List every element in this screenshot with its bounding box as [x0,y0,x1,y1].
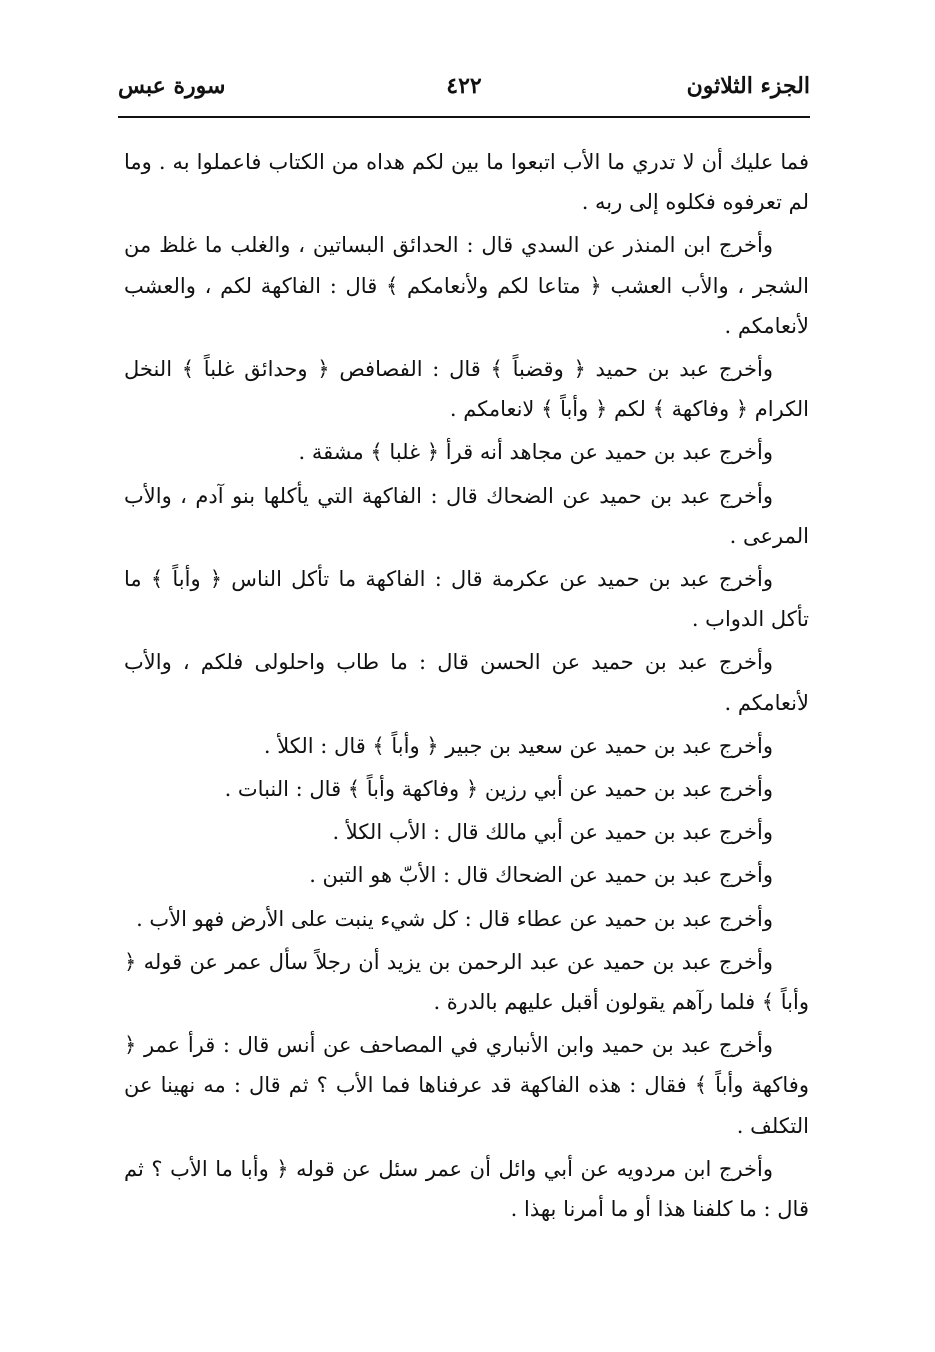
part-title: الجزء الثلاثون [686,73,810,99]
paragraph: وأخرج عبد بن حميد عن عبد الرحمن بن يزيد أن رجلاً سأل عمر عن قوله ﴿ وأباً ﴾ فلما رآهم يقولون أقبل عليهم بالدرة . [124,949,809,1015]
page-header [118,66,810,106]
paragraph: وأخرج عبد بن حميد ﴿ وقضباً ﴾ قال : الفصافص ﴿ وحدائق غلباً ﴾ النخل الكرام ﴿ وفاكهة ﴾ لكم ﴿ وأباً ﴾ لانعامكم . [124,357,809,422]
paragraph: وأخرج عبد بن حميد عن الحسن قال : ما طاب واحلولى فلكم ، والأب لأنعامكم . [124,650,809,715]
paragraph: وأخرج عبد بن حميد عن الضحاك قال : الأبّ هو التبن . [309,863,773,888]
paragraph: وأخرج ابن المنذر عن السدي قال : الحدائق البساتين ، والغلب ما غلظ من الشجر ، والأب العشب ﴿ متاعا لكم ولأنعامكم ﴾ قال : الفاكهة لكم ، والعشب لأنعامكم . [124,233,809,338]
paragraph: وأخرج عبد بن حميد عن عطاء قال : كل شيء ينبت على الأرض فهو الأب . [136,906,773,931]
paragraph: فما عليك أن لا تدري ما الأب اتبعوا ما بين لكم هداه من الكتاب فاعملوا به . وما لم تعرفوه فكلوه إلى ربه . [124,150,809,215]
paragraph: وأخرج عبد بن حميد عن أبي رزين ﴿ وفاكهة وأباً ﴾ قال : النبات . [224,777,773,802]
paragraph: وأخرج عبد بن حميد عن عكرمة قال : الفاكهة ما تأكل الناس ﴿ وأباً ﴾ ما تأكل الدواب . [124,567,809,632]
paragraph: وأخرج ابن مردويه عن أبي وائل أن عمر سئل عن قوله ﴿ وأبا ما الأب ؟ ثم قال : ما كلفنا هذا أو ما أمرنا بهذا . [124,1156,809,1222]
page-body [124,142,809,1232]
paragraph: وأخرج عبد بن حميد عن مجاهد أنه قرأ ﴿ غلبا ﴾ مشقة . [298,440,773,465]
surah-title: سورة عبس [118,73,226,99]
page-number: ٤٢٢ [446,73,482,99]
header-divider [118,116,810,118]
paragraph: وأخرج عبد بن حميد وابن الأنباري في المصاحف عن أنس قال : قرأ عمر ﴿ وفاكهة وأباً ﴾ فقال : هذه الفاكهة قد عرفناها فما الأب ؟ ثم قال : مه نهينا عن التكلف . [124,1033,809,1138]
paragraph: وأخرج عبد بن حميد عن أبي مالك قال : الأب الكلأ . [332,820,773,845]
paragraph: وأخرج عبد بن حميد عن الضحاك قال : الفاكهة التي يأكلها بنو آدم ، والأب المرعى . [124,483,809,548]
paragraph: وأخرج عبد بن حميد عن سعيد بن جبير ﴿ وأباً ﴾ قال : الكلأ . [263,733,773,758]
